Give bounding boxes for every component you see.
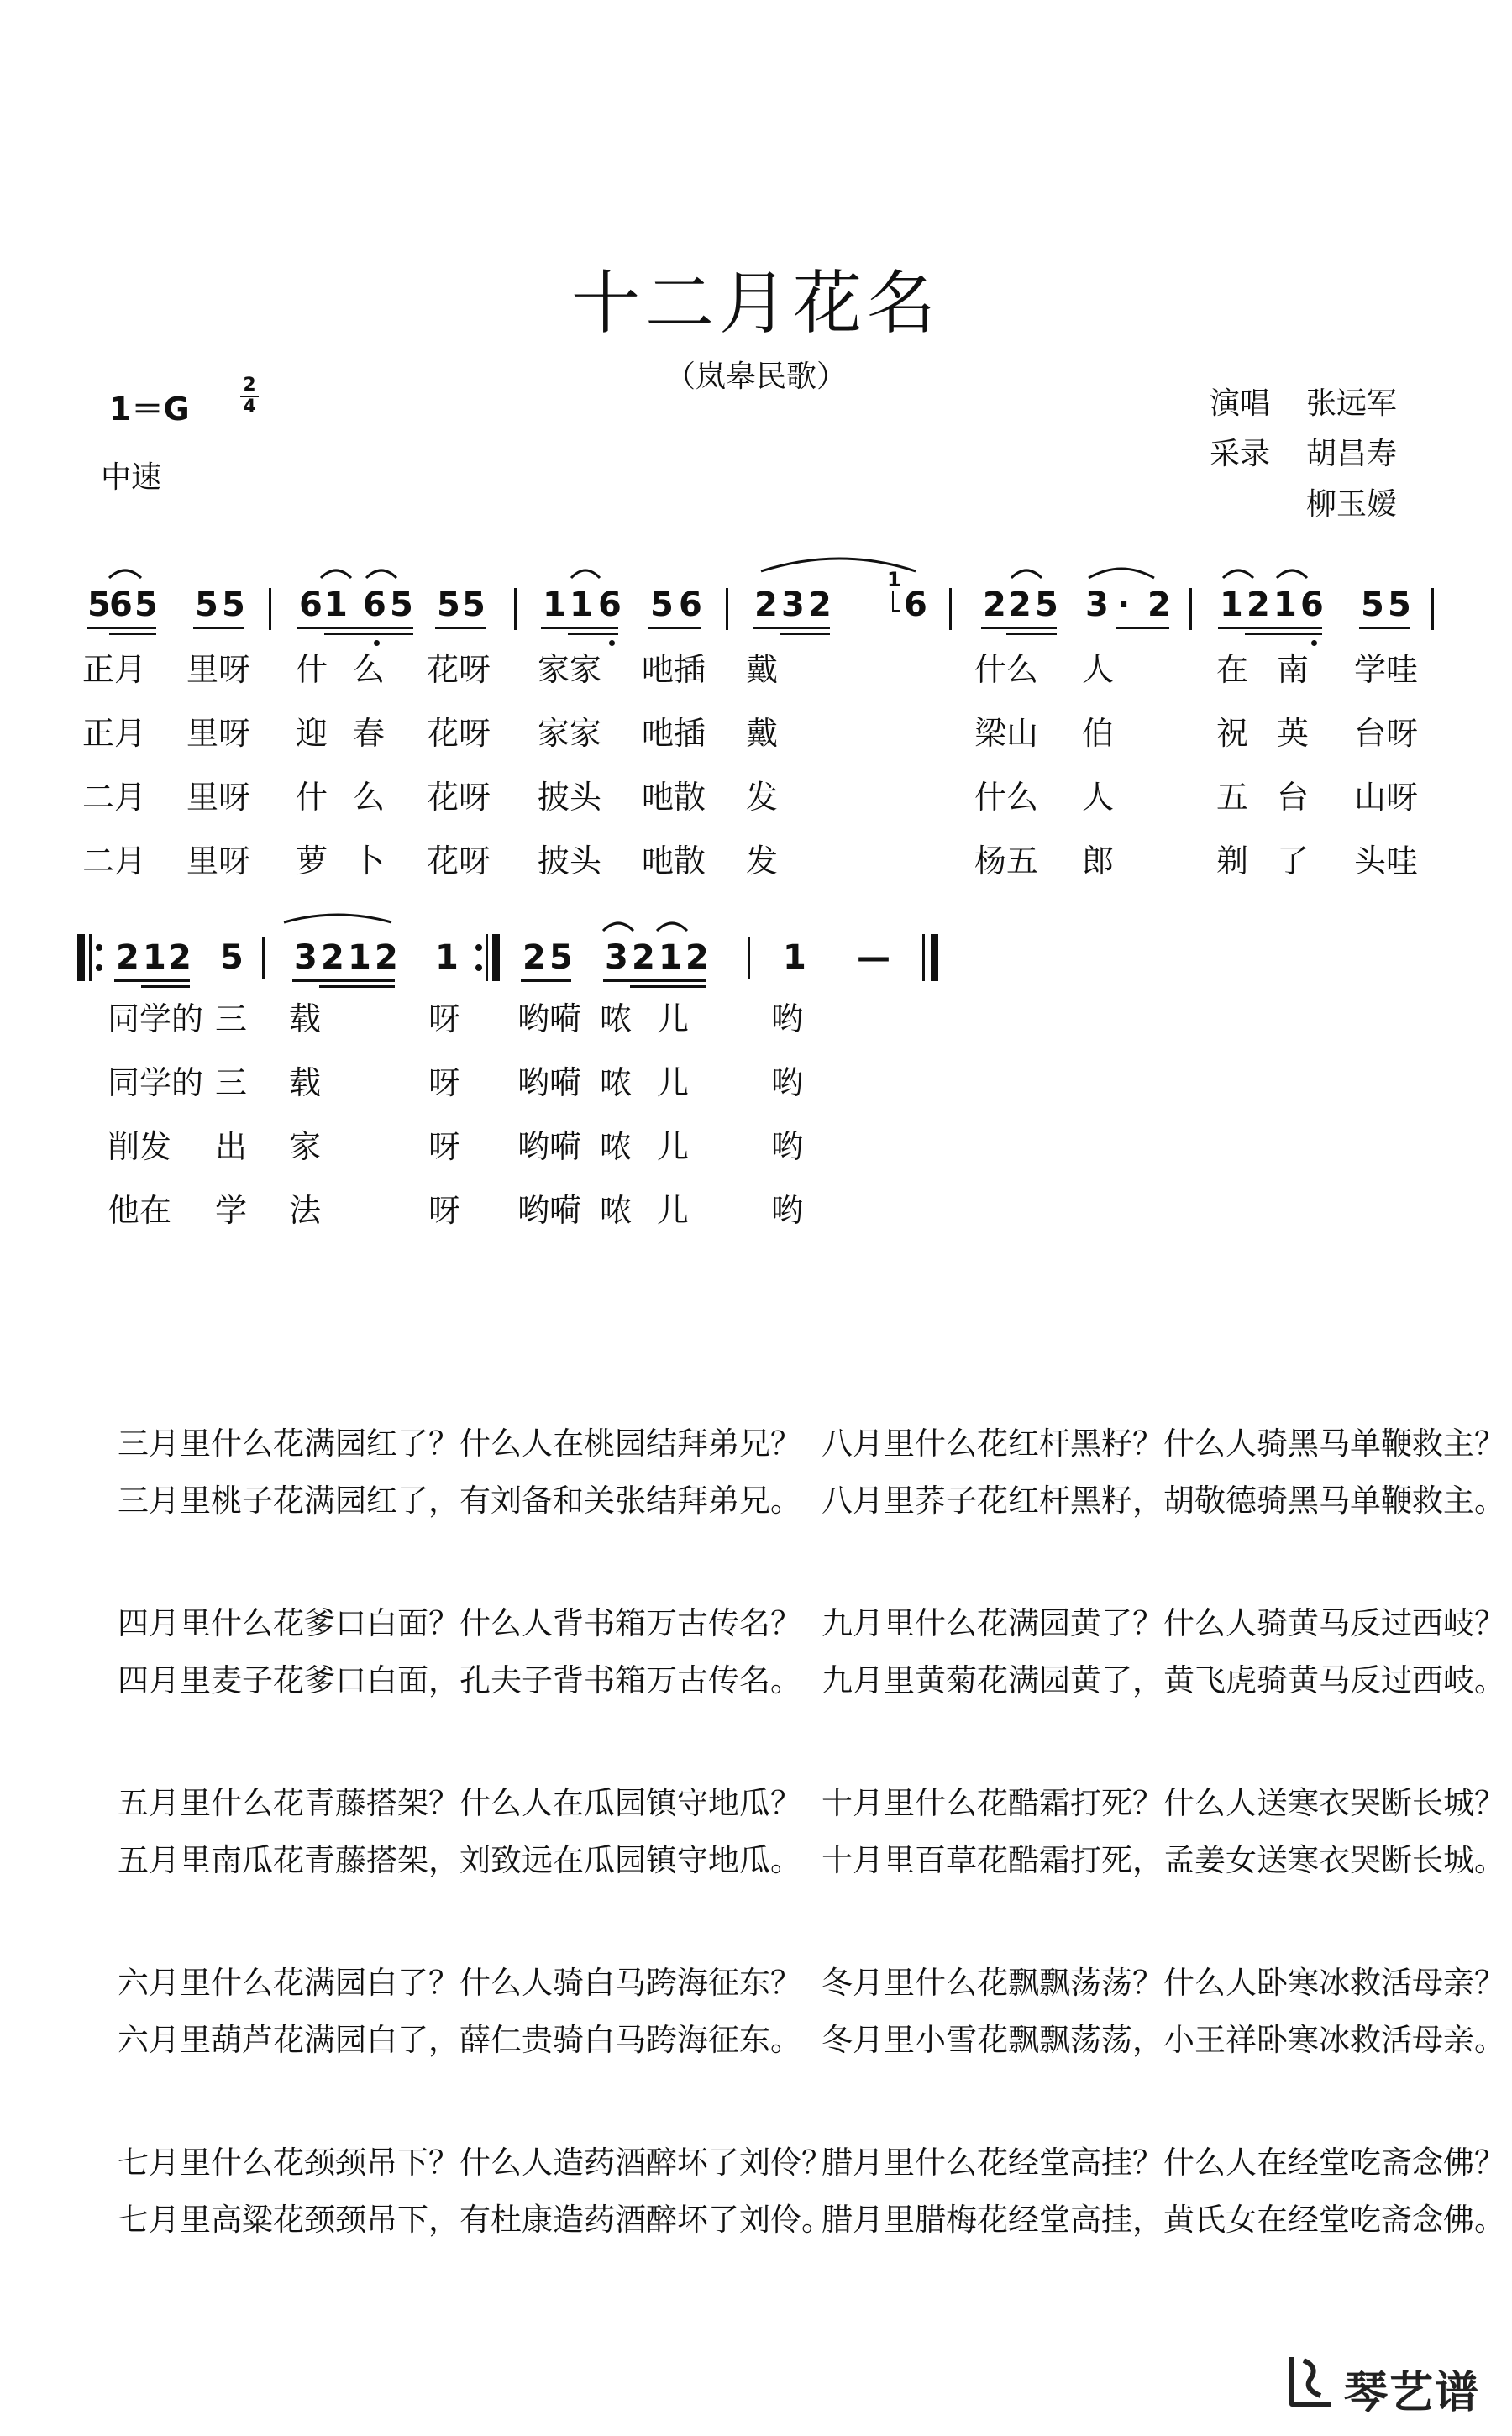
lyric: 梁山 bbox=[974, 715, 1039, 752]
lyric: 发 bbox=[746, 779, 779, 816]
site-logo bbox=[1285, 2350, 1481, 2418]
note: 6 bbox=[1300, 585, 1324, 624]
lyric: 花呀 bbox=[427, 651, 491, 688]
note: 2 bbox=[116, 938, 139, 977]
note: 2 bbox=[1008, 585, 1032, 624]
note: 5 bbox=[1388, 585, 1411, 624]
note: 2 bbox=[1147, 585, 1171, 624]
lyric: 同学的 bbox=[108, 1000, 204, 1037]
grace-note: 1 bbox=[887, 568, 901, 591]
note: 2 bbox=[375, 938, 398, 977]
key-signature: 1＝G bbox=[109, 391, 190, 428]
lyric: 他在 bbox=[108, 1192, 172, 1229]
lyric: 么 bbox=[353, 651, 386, 688]
lyric: 学哇 bbox=[1354, 651, 1419, 688]
lyric: 正月 bbox=[82, 715, 147, 752]
lyric: 卜 bbox=[353, 843, 386, 879]
lyric: 哟 bbox=[771, 1064, 804, 1101]
lyric: 哝 bbox=[600, 1000, 633, 1037]
lyric: 花呀 bbox=[427, 715, 491, 752]
lyric: 吔插 bbox=[642, 651, 706, 688]
credit-role: 演唱 bbox=[1210, 386, 1271, 421]
lyric: 山呀 bbox=[1354, 779, 1419, 816]
note: 6 bbox=[598, 585, 622, 624]
lyric: 学 bbox=[215, 1192, 248, 1229]
lyric: 儿 bbox=[657, 1128, 690, 1165]
verse-question: 四月里什么花爹口白面？什么人背书箱万古传名？ bbox=[118, 1605, 801, 1641]
verse-answer: 十月里百草花酷霜打死，孟姜女送寒衣哭断长城。 bbox=[822, 1842, 1505, 1878]
lyric: 呀 bbox=[428, 1192, 461, 1229]
lyric: 春 bbox=[353, 715, 386, 752]
note: 6 bbox=[109, 585, 133, 624]
lyric: 头哇 bbox=[1354, 843, 1419, 879]
note: 1 bbox=[1273, 585, 1297, 624]
lyric: 五 bbox=[1216, 779, 1249, 816]
note: 2 bbox=[754, 585, 778, 624]
lyric: 同学的 bbox=[108, 1064, 204, 1101]
note: 1 bbox=[543, 585, 566, 624]
song-title: 十二月花名 bbox=[570, 264, 941, 344]
lyric: 了 bbox=[1277, 843, 1310, 879]
lyric: 台呀 bbox=[1354, 715, 1419, 752]
note: 5 bbox=[462, 585, 486, 624]
note: 5 bbox=[650, 585, 674, 624]
note: 6 bbox=[299, 585, 323, 624]
note: 5 bbox=[222, 585, 245, 624]
lyric: 戴 bbox=[746, 651, 779, 688]
lyric: 哟 bbox=[771, 1192, 804, 1229]
lyric: 郎 bbox=[1082, 843, 1115, 879]
lyric: 二月 bbox=[82, 779, 147, 816]
note: 1 bbox=[570, 585, 593, 624]
credit-role: 采录 bbox=[1210, 437, 1271, 471]
note: 5 bbox=[1361, 585, 1384, 624]
lyric: 呀 bbox=[428, 1000, 461, 1037]
verse-answer: 腊月里腊梅花经堂高挂，黄氏女在经堂吃斋念佛。 bbox=[822, 2202, 1505, 2238]
verse-question: 八月里什么花红杆黑籽？什么人骑黑马单鞭救主？ bbox=[822, 1425, 1505, 1462]
verse-question: 七月里什么花颈颈吊下？什么人造药酒醉坏了刘伶？ bbox=[118, 2145, 832, 2181]
note: 2 bbox=[168, 938, 192, 977]
lyric: 么 bbox=[353, 779, 386, 816]
note: 1 bbox=[659, 938, 682, 977]
lyric: 哟嗬 bbox=[517, 1064, 582, 1101]
verse-question: 九月里什么花满园黄了？什么人骑黄马反过西岐？ bbox=[822, 1605, 1505, 1641]
meter-top: 2 bbox=[243, 375, 256, 396]
lyric: 吔散 bbox=[642, 843, 706, 879]
lyric: 里呀 bbox=[186, 843, 251, 879]
lyric: 哟嗬 bbox=[517, 1000, 582, 1037]
lyric: 祝 bbox=[1216, 715, 1249, 752]
note: 2 bbox=[983, 585, 1006, 624]
verse-question: 冬月里什么花飘飘荡荡？什么人卧寒冰救活母亲？ bbox=[822, 1965, 1505, 2001]
note: 2 bbox=[321, 938, 344, 977]
note: 1 bbox=[324, 585, 348, 624]
lyric: 戴 bbox=[746, 715, 779, 752]
lyric: 儿 bbox=[657, 1000, 690, 1037]
lyric: 花呀 bbox=[427, 779, 491, 816]
verse-question: 六月里什么花满园白了？什么人骑白马跨海征东？ bbox=[118, 1965, 801, 2001]
lyric: 里呀 bbox=[186, 779, 251, 816]
lyric: 英 bbox=[1277, 715, 1310, 752]
note-dash: — bbox=[857, 938, 890, 977]
song-subtitle: （岚皋民歌） bbox=[664, 360, 847, 394]
lyric: 哟 bbox=[771, 1128, 804, 1165]
lyric: 什 bbox=[296, 779, 328, 816]
note: 2 bbox=[685, 938, 709, 977]
verse-answer: 六月里葫芦花满园白了，薛仁贵骑白马跨海征东。 bbox=[118, 2022, 801, 2058]
lyric: 什么 bbox=[974, 779, 1039, 816]
note: 1 bbox=[435, 938, 459, 977]
lyric: 在 bbox=[1216, 651, 1249, 688]
note: 1 bbox=[1220, 585, 1243, 624]
note: 2 bbox=[522, 938, 546, 977]
lyric: 哟嗬 bbox=[517, 1128, 582, 1165]
lyric: 载 bbox=[289, 1000, 322, 1037]
note: 2 bbox=[808, 585, 832, 624]
lyric: 人 bbox=[1082, 651, 1115, 688]
verse-question: 三月里什么花满园红了？什么人在桃园结拜弟兄？ bbox=[118, 1425, 801, 1462]
lyric: 家 bbox=[289, 1128, 322, 1165]
note: 3 bbox=[294, 938, 318, 977]
lyric: 三 bbox=[215, 1064, 248, 1101]
verse-answer: 四月里麦子花爹口白面，孔夫子背书箱万古传名。 bbox=[118, 1662, 801, 1698]
lyric: 花呀 bbox=[427, 843, 491, 879]
note: 1 bbox=[143, 938, 166, 977]
note: 5 bbox=[134, 585, 158, 624]
lyric: 出 bbox=[215, 1128, 248, 1165]
verse-answer: 九月里黄菊花满园黄了，黄飞虎骑黄马反过西岐。 bbox=[822, 1662, 1505, 1698]
tempo-marking: 中速 bbox=[101, 460, 162, 495]
lyric: 什么 bbox=[974, 651, 1039, 688]
verse-answer: 七月里高粱花颈颈吊下，有杜康造药酒醉坏了刘伶。 bbox=[118, 2202, 832, 2238]
verse-answer: 五月里南瓜花青藤搭架，刘致远在瓜园镇守地瓜。 bbox=[118, 1842, 801, 1878]
note: 5 bbox=[1035, 585, 1058, 624]
note: 6 bbox=[363, 585, 386, 624]
lyric: 发 bbox=[746, 843, 779, 879]
note: 3 bbox=[605, 938, 628, 977]
lyric: 家家 bbox=[538, 651, 602, 688]
lyric: 哝 bbox=[600, 1192, 633, 1229]
lyric: 披头 bbox=[538, 779, 602, 816]
lyric: 哟 bbox=[771, 1000, 804, 1037]
note: 5 bbox=[390, 585, 413, 624]
lyric: 载 bbox=[289, 1064, 322, 1101]
lyric: 呀 bbox=[428, 1064, 461, 1101]
lyric: 二月 bbox=[82, 843, 147, 879]
lyric: 哟嗬 bbox=[517, 1192, 582, 1229]
note: 5 bbox=[549, 938, 573, 977]
note: 5 bbox=[437, 585, 460, 624]
lyric: 儿 bbox=[657, 1192, 690, 1229]
verse-answer: 三月里桃子花满园红了，有刘备和关张结拜弟兄。 bbox=[118, 1483, 801, 1519]
lyric: 三 bbox=[215, 1000, 248, 1037]
verse-question: 十月里什么花酷霜打死？什么人送寒衣哭断长城？ bbox=[822, 1785, 1505, 1821]
qinyipu-logo-icon bbox=[1285, 2350, 1337, 2411]
note: 5 bbox=[220, 938, 244, 977]
lyric: 吔插 bbox=[642, 715, 706, 752]
lyric: 削发 bbox=[108, 1128, 172, 1165]
lyric: 披头 bbox=[538, 843, 602, 879]
lyric: 南 bbox=[1277, 651, 1310, 688]
note: 1 bbox=[348, 938, 371, 977]
logo-text: 琴艺谱 bbox=[1344, 2368, 1481, 2418]
lyric: 什 bbox=[296, 651, 328, 688]
note: 5 bbox=[87, 585, 111, 624]
lyric: 台 bbox=[1277, 779, 1310, 816]
note: 2 bbox=[632, 938, 655, 977]
credit-name: 柳玉嫒 bbox=[1306, 487, 1398, 522]
lyric: 杨五 bbox=[974, 843, 1039, 879]
lyric: 呀 bbox=[428, 1128, 461, 1165]
note: 1 bbox=[783, 938, 806, 977]
note: 3 bbox=[781, 585, 805, 624]
lyric: 迎 bbox=[296, 715, 328, 752]
lyric: 家家 bbox=[538, 715, 602, 752]
lyric: 哝 bbox=[600, 1128, 633, 1165]
note-dot: · bbox=[1117, 585, 1131, 624]
verse-answer: 八月里荞子花红杆黑籽，胡敬德骑黑马单鞭救主。 bbox=[822, 1483, 1505, 1519]
lyric: 哝 bbox=[600, 1064, 633, 1101]
lyric: 法 bbox=[289, 1192, 322, 1229]
note: 2 bbox=[1247, 585, 1270, 624]
note: 3 bbox=[1085, 585, 1109, 624]
meter-bottom: 4 bbox=[243, 396, 256, 417]
lyric: 萝 bbox=[296, 843, 328, 879]
credit-name: 张远军 bbox=[1306, 386, 1398, 421]
lyric: 剃 bbox=[1216, 843, 1249, 879]
verse-answer: 冬月里小雪花飘飘荡荡，小王祥卧寒冰救活母亲。 bbox=[822, 2022, 1505, 2058]
note: 6 bbox=[904, 585, 927, 624]
lyric: 吔散 bbox=[642, 779, 706, 816]
lyric: 里呀 bbox=[186, 715, 251, 752]
lyric: 人 bbox=[1082, 779, 1115, 816]
note: 5 bbox=[195, 585, 218, 624]
credit-name: 胡昌寿 bbox=[1306, 437, 1398, 471]
lyric: 儿 bbox=[657, 1064, 690, 1101]
lyric: 伯 bbox=[1082, 715, 1115, 752]
verse-question: 腊月里什么花经堂高挂？什么人在经堂吃斋念佛？ bbox=[822, 2145, 1505, 2181]
note: 6 bbox=[679, 585, 702, 624]
lyric: 正月 bbox=[82, 651, 147, 688]
lyric: 里呀 bbox=[186, 651, 251, 688]
verse-question: 五月里什么花青藤搭架？什么人在瓜园镇守地瓜？ bbox=[118, 1785, 801, 1821]
